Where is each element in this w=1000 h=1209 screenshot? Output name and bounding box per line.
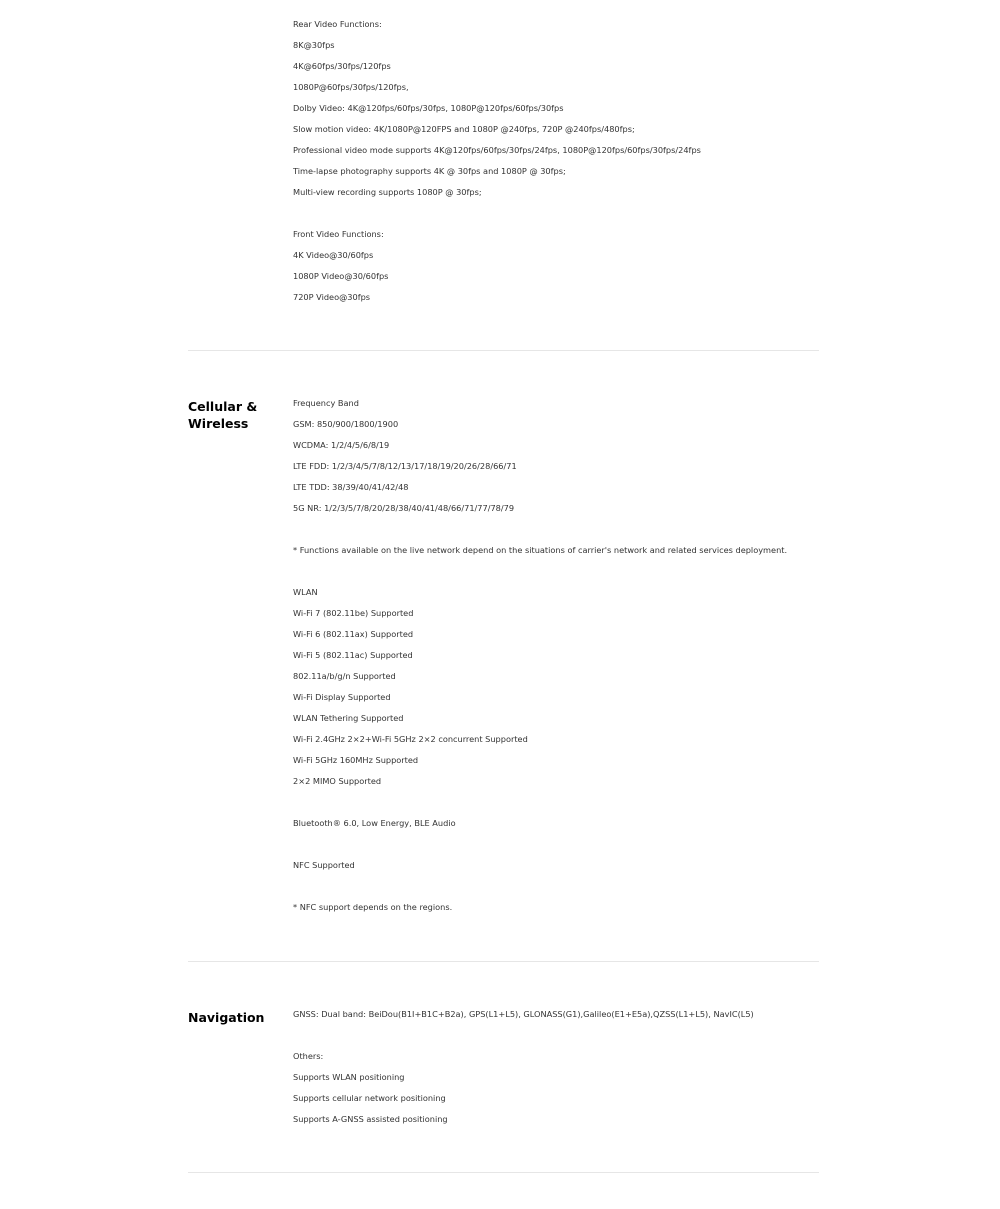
spacer bbox=[293, 208, 819, 229]
bluetooth-spec: Bluetooth® 6.0, Low Energy, BLE Audio bbox=[293, 818, 456, 828]
wlan-item: Wi-Fi 7 (802.11be) Supported bbox=[293, 608, 414, 618]
band-item: LTE TDD: 38/39/40/41/42/48 bbox=[293, 482, 409, 492]
wlan-item: Wi-Fi Display Supported bbox=[293, 692, 391, 702]
others-title: Others: bbox=[293, 1051, 324, 1061]
section-divider bbox=[188, 961, 819, 962]
section-title-cellular-wireless: Cellular & Wireless bbox=[188, 399, 258, 431]
wlan-item: Wi-Fi 5 (802.11ac) Supported bbox=[293, 650, 413, 660]
spacer bbox=[293, 839, 819, 860]
wlan-title: WLAN bbox=[293, 587, 318, 597]
rear-video-item: Time-lapse photography supports 4K @ 30fps and 1080P @ 30fps; bbox=[293, 166, 566, 176]
wlan-item: 2×2 MIMO Supported bbox=[293, 776, 382, 786]
rear-video-title: Rear Video Functions: bbox=[293, 19, 382, 29]
spacer bbox=[293, 1030, 819, 1051]
band-item: WCDMA: 1/2/4/5/6/8/19 bbox=[293, 440, 390, 450]
front-video-item: 720P Video@30fps bbox=[293, 292, 371, 302]
network-note: * Functions available on the live network depend on the situations of carrier's network and related services deployment. bbox=[293, 545, 788, 555]
front-video-title: Front Video Functions: bbox=[293, 229, 384, 239]
section-divider bbox=[188, 350, 819, 351]
navigation-spec-body bbox=[293, 1009, 819, 1135]
cellular-spec-body bbox=[293, 398, 819, 923]
spacer bbox=[293, 797, 819, 818]
rear-video-item: Multi-view recording supports 1080P @ 30fps; bbox=[293, 187, 482, 197]
rear-video-item: 4K@60fps/30fps/120fps bbox=[293, 61, 391, 71]
frequency-band-title: Frequency Band bbox=[293, 398, 359, 408]
spacer bbox=[293, 566, 819, 587]
spacer bbox=[293, 881, 819, 902]
rear-video-item: 1080P@60fps/30fps/120fps, bbox=[293, 82, 409, 92]
wlan-item: 802.11a/b/g/n Supported bbox=[293, 671, 396, 681]
front-video-item: 1080P Video@30/60fps bbox=[293, 271, 389, 281]
video-spec-body bbox=[293, 19, 819, 313]
band-item: 5G NR: 1/2/3/5/7/8/20/28/38/40/41/48/66/71/77/78/79 bbox=[293, 503, 515, 513]
others-item: Supports A-GNSS assisted positioning bbox=[293, 1114, 448, 1124]
nfc-spec: NFC Supported bbox=[293, 860, 355, 870]
wlan-item: Wi-Fi 5GHz 160MHz Supported bbox=[293, 755, 419, 765]
wlan-item: WLAN Tethering Supported bbox=[293, 713, 404, 723]
rear-video-item: Slow motion video: 4K/1080P@120FPS and 1080P @240fps, 720P @240fps/480fps; bbox=[293, 124, 635, 134]
band-item: GSM: 850/900/1800/1900 bbox=[293, 419, 399, 429]
wlan-item: Wi-Fi 6 (802.11ax) Supported bbox=[293, 629, 414, 639]
spacer bbox=[293, 524, 819, 545]
wlan-item: Wi-Fi 2.4GHz 2×2+Wi-Fi 5GHz 2×2 concurrent Supported bbox=[293, 734, 528, 744]
section-title-navigation: Navigation bbox=[188, 1010, 265, 1025]
rear-video-item: 8K@30fps bbox=[293, 40, 335, 50]
rear-video-item: Professional video mode supports 4K@120fps/60fps/30fps/24fps, 1080P@120fps/60fps/30fps/24fps bbox=[293, 145, 701, 155]
nfc-note: * NFC support depends on the regions. bbox=[293, 902, 453, 912]
band-item: LTE FDD: 1/2/3/4/5/7/8/12/13/17/18/19/20/26/28/66/71 bbox=[293, 461, 517, 471]
rear-video-item: Dolby Video: 4K@120fps/60fps/30fps, 1080P@120fps/60fps/30fps bbox=[293, 103, 564, 113]
gnss-spec: GNSS: Dual band: BeiDou(B1I+B1C+B2a), GPS(L1+L5), GLONASS(G1),Galileo(E1+E5a),QZSS(L1+L5), NavIC(L5) bbox=[293, 1009, 754, 1019]
others-item: Supports cellular network positioning bbox=[293, 1093, 446, 1103]
front-video-item: 4K Video@30/60fps bbox=[293, 250, 374, 260]
section-divider bbox=[188, 1172, 819, 1173]
others-item: Supports WLAN positioning bbox=[293, 1072, 405, 1082]
